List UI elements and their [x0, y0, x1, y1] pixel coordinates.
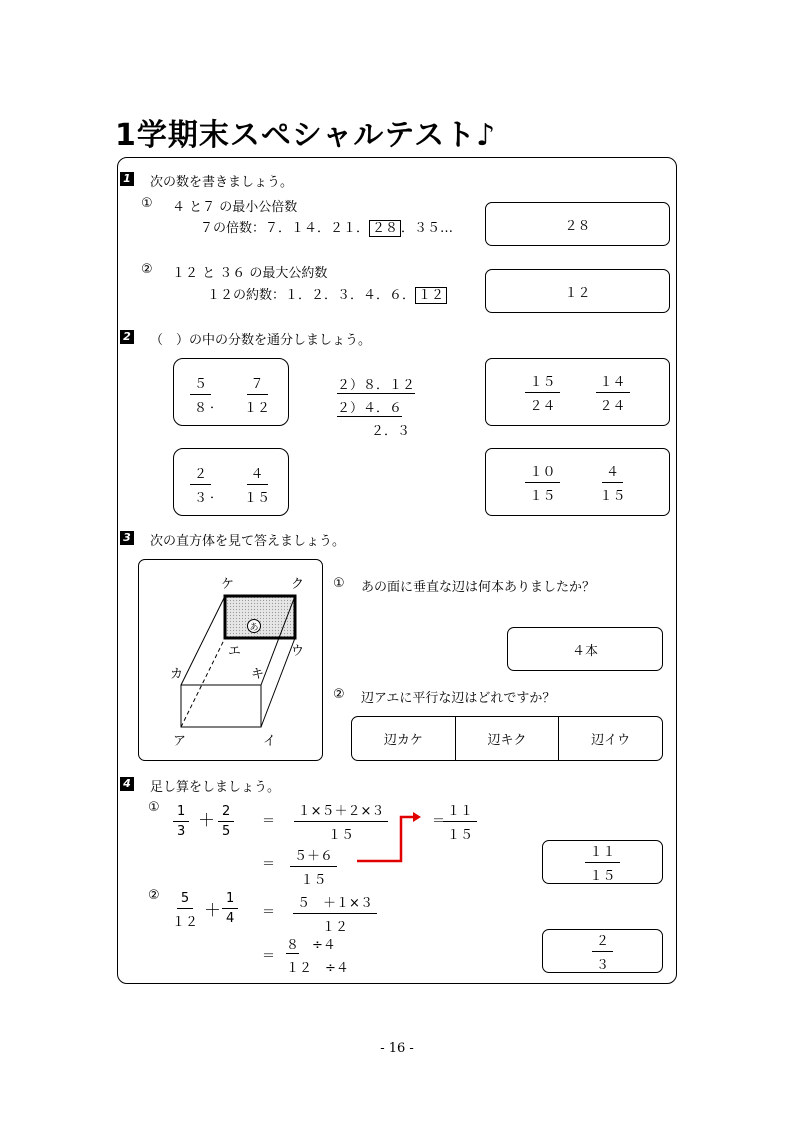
- subquestion-mark: ①: [141, 196, 153, 211]
- cuboid-figure: [138, 559, 323, 761]
- answer-box: [485, 358, 670, 426]
- vertex-label: キ: [251, 667, 265, 682]
- fraction: $\frac{2}{3}$: [190, 463, 211, 506]
- fraction: $\frac{11}{15}$: [443, 800, 477, 843]
- vertex-label: エ: [228, 644, 242, 659]
- page-number: - 16 -: [380, 1041, 414, 1056]
- vertex-label: イ: [263, 734, 277, 749]
- answer-cell: 辺キク: [455, 717, 559, 760]
- division-step: ２）４．６: [337, 401, 403, 416]
- work-line: [200, 217, 453, 236]
- separator: ．: [210, 397, 224, 412]
- separator: ．: [210, 487, 224, 502]
- fraction: ５ ＋１×３ １２: [290, 892, 380, 935]
- answer-box-group: [351, 716, 663, 761]
- fraction: $\frac{5}{12}$: [172, 891, 199, 930]
- boxed-value: １２: [415, 287, 447, 304]
- question-number: 2: [120, 330, 134, 344]
- page-title: 1学期末スペシャルテスト♪: [115, 118, 497, 153]
- answer-fraction: $\frac{15}{24}$: [525, 371, 559, 414]
- vertex-label: ア: [173, 734, 187, 749]
- plus-sign: ＋: [204, 901, 221, 921]
- fraction: $\frac{2}{5}$: [218, 800, 234, 839]
- answer-cell: 辺イウ: [558, 717, 662, 760]
- subquestion-mark: ②: [333, 687, 345, 702]
- question-instruction: （ ）の中の分数を通分しましょう。: [150, 333, 372, 348]
- face-label: あ: [249, 623, 259, 633]
- fraction: １×５＋２×３ １５: [290, 800, 392, 843]
- fraction-denominator: １２ ÷４: [286, 961, 349, 976]
- fraction: $\frac{5}{8}$: [190, 373, 211, 416]
- answer-fraction: $\frac{4}{15}$: [596, 461, 630, 504]
- answer-box: [485, 448, 670, 516]
- answer-box: [542, 840, 663, 884]
- fraction: $\frac{1}{4}$: [222, 887, 238, 926]
- question-number: 3: [120, 531, 134, 545]
- vertex-label: ウ: [291, 644, 305, 659]
- question-number: 1: [120, 172, 134, 186]
- fraction: $\frac{1}{3}$: [173, 800, 189, 839]
- answer-fraction: $\frac{14}{24}$: [596, 371, 630, 414]
- fraction: $\frac{4}{15}$: [240, 463, 274, 506]
- work-text: ７の倍数：７．１４．２１．: [200, 221, 370, 236]
- subquestion-prompt: あの面に垂直な辺は何本ありましたか？: [361, 580, 596, 595]
- work-line: [207, 284, 447, 303]
- answer-box: [485, 202, 670, 246]
- answer-text: ２８: [564, 218, 591, 234]
- subquestion-prompt: １２ と ３６ の最大公約数: [172, 266, 328, 281]
- work-text: １２の約数：１．２．３．４．６．: [207, 288, 416, 303]
- question-instruction: 足し算をしましょう。: [150, 780, 281, 795]
- fraction-numerator: ８ ÷４: [286, 938, 336, 953]
- subquestion-prompt: 辺アエに平行な辺はどれですか？: [361, 691, 556, 706]
- plus-sign: ＋: [198, 811, 215, 831]
- work-text: ．３５…: [401, 221, 454, 236]
- equals-sign: ＝: [432, 814, 446, 829]
- cuboid-diagram: [139, 560, 321, 759]
- answer-box: [485, 269, 670, 313]
- equals-sign: ＝: [262, 949, 276, 964]
- answer-text: １２: [564, 285, 591, 301]
- vertex-label: カ: [170, 667, 184, 682]
- equals-sign: ＝: [262, 857, 276, 872]
- subquestion-mark: ②: [141, 262, 153, 277]
- equals-sign: ＝: [262, 905, 276, 920]
- subquestion-prompt: ４ と７ の最小公倍数: [172, 200, 298, 215]
- answer-fraction: $\frac{11}{15}$: [585, 841, 619, 884]
- face-a: [225, 596, 295, 638]
- answer-cell: 辺カケ: [383, 733, 423, 748]
- answer-fraction: $\frac{10}{15}$: [525, 461, 559, 504]
- division-step: ２）８．１２: [337, 378, 416, 393]
- vertex-label: ク: [291, 577, 305, 592]
- equals-sign: ＝: [262, 814, 276, 829]
- answer-text: ４本: [571, 643, 598, 659]
- front-face: [181, 685, 261, 727]
- answer-box: [507, 627, 663, 671]
- fraction: $\frac{5+6}{15}$: [290, 845, 337, 888]
- answer-box: [542, 929, 663, 973]
- answer-fraction: $\frac{2}{3}$: [592, 930, 613, 973]
- boxed-value: ２８: [369, 220, 401, 237]
- subquestion-mark: ①: [148, 800, 160, 815]
- question-instruction: 次の数を書きましょう。: [150, 175, 294, 190]
- vertex-label: ケ: [221, 577, 235, 592]
- fraction: $\frac{7}{12}$: [240, 373, 274, 416]
- division-step: ２．３: [371, 424, 411, 439]
- subquestion-mark: ①: [333, 576, 345, 591]
- arrow-connector: [355, 808, 425, 868]
- question-instruction: 次の直方体を見て答えましょう。: [150, 534, 346, 549]
- subquestion-mark: ②: [148, 888, 160, 903]
- question-number: 4: [120, 777, 134, 791]
